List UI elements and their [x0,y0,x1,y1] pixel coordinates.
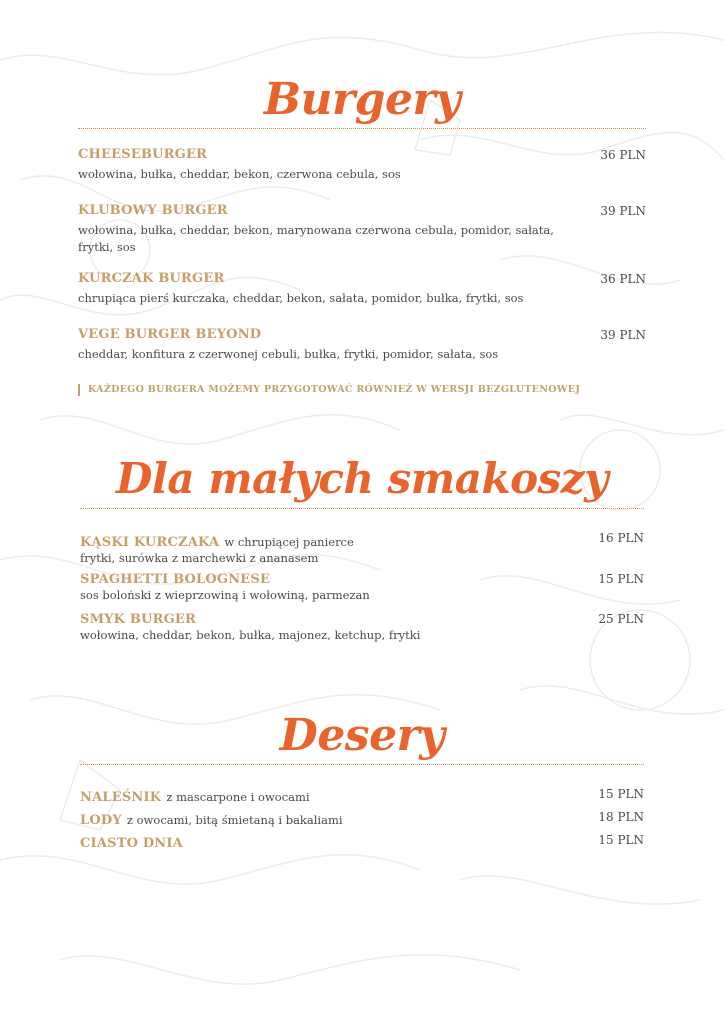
item-name: NALEŚNIK [80,790,162,805]
item-price: 36 PLN [600,272,646,286]
menu-item-ciasto-dnia [80,832,580,851]
item-price: 39 PLN [600,328,646,342]
menu-item-smyk-burger [80,612,580,644]
item-name: CHEESEBURGER [78,147,208,162]
item-price: 15 PLN [598,833,644,847]
item-name: VEGE BURGER BEYOND [78,327,262,342]
item-name: KĄSKI KURCZAKA [80,535,220,550]
item-inline-description: z owocami, bitą śmietaną i bakaliami [126,813,343,827]
item-price: 39 PLN [600,204,646,218]
section-divider [78,128,646,129]
item-name: LODY [80,813,122,828]
item-price: 36 PLN [600,148,646,162]
item-name: SPAGHETTI BOLOGNESE [80,572,271,587]
item-description: wołowina, bułka, cheddar, bekon, czerwona cebula, sos [78,167,401,181]
menu-item-cheeseburger [78,147,578,183]
item-description: cheddar, konfitura z czerwonej cebuli, bułka, frytki, pomidor, sałata, sos [78,347,499,361]
section-title-burgers: Burgery [263,74,461,125]
item-name: KURCZAK BURGER [78,271,225,286]
gluten-free-note: KAŻDEGO BURGERA MOŻEMY PRZYGOTOWAĆ RÓWNIEŻ W WERSJI BEZGLUTENOWEJ [78,384,580,396]
item-description: sos boloński z wieprzowiną i wołowiną, parmezan [80,588,370,602]
section-divider [80,764,644,765]
menu-item-nalesnik [80,786,580,805]
menu-item-vege-burger [78,327,578,363]
menu-item-lody [80,809,580,828]
item-price: 16 PLN [598,531,644,545]
item-price: 15 PLN [598,572,644,586]
item-name: SMYK BURGER [80,612,197,627]
section-divider [80,508,644,509]
item-inline-description: z mascarpone i owocami [166,790,310,804]
section-title-kids: Dla małych smakoszy [116,454,608,503]
item-price: 25 PLN [598,612,644,626]
item-description: chrupiąca pierś kurczaka, cheddar, bekon, sałata, pomidor, bułka, frytki, sos [78,291,524,305]
item-description: wołowina, bułka, cheddar, bekon, marynowana czerwona cebula, pomidor, sałata, frytki, sos [78,223,554,254]
menu-item-kurczak-burger [78,271,578,307]
menu-item-kaski-kurczaka [80,531,580,567]
section-title-desserts: Desery [279,710,445,761]
item-inline-description: w chrupiącej panierce [224,535,354,549]
item-name: CIASTO DNIA [80,836,183,851]
menu-item-spaghetti [80,572,580,604]
menu-item-klubowy-burger [78,203,578,256]
item-price: 18 PLN [598,810,644,824]
item-description: wołowina, cheddar, bekon, bułka, majonez, ketchup, frytki [80,628,421,642]
item-price: 15 PLN [598,787,644,801]
item-description: frytki, surówka z marchewki z ananasem [80,551,319,565]
item-name: KLUBOWY BURGER [78,203,228,218]
